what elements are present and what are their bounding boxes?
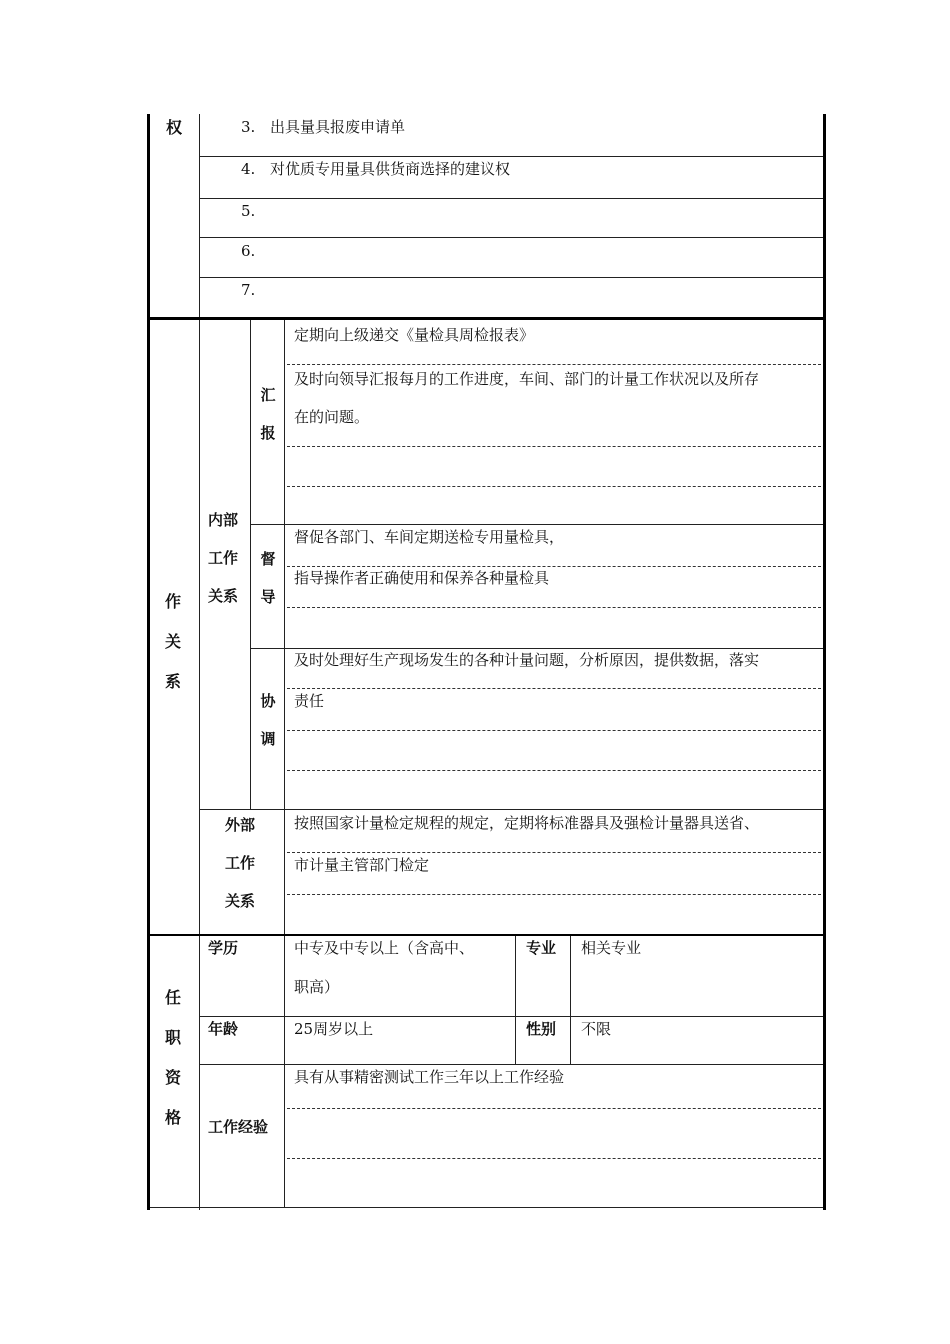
experience-value: 具有从事精密测试工作三年以上工作经验 [294,1068,565,1086]
row-divider [199,198,823,199]
item-number: 5. [241,202,256,220]
dashed-rule [287,894,821,895]
row-divider [199,1016,823,1017]
internal-relations-label-line: 内部 [208,511,239,529]
dashed-rule [287,730,821,731]
item-number: 4. [241,160,256,178]
external-line-1: 按照国家计量检定规程的规定，定期将标准器具及强检计量器具送省、 [294,814,760,832]
section-qualifications-char: 职 [164,1028,181,1047]
age-label: 年龄 [208,1020,239,1038]
row-divider [250,648,823,649]
dashed-rule [287,364,821,365]
section-quan-label: 权 [165,118,182,137]
section-separator [150,934,823,936]
huibao-char: 报 [260,424,276,442]
huibao-line-1: 定期向上级递交《量检具周检报表》 [294,326,535,344]
dashed-rule [287,446,821,447]
dashed-rule [287,852,821,853]
col-divider-5 [570,936,571,1064]
item-number: 6. [241,242,256,260]
xietiao-char: 调 [260,730,276,748]
dudao-char: 督 [260,550,276,568]
col-divider-1 [199,114,200,1210]
xietiao-label [258,682,278,758]
section-relations-char: 作 [164,592,181,611]
section-relations-char: 系 [164,672,181,691]
major-label: 专业 [526,939,557,957]
gender-value: 不限 [581,1020,612,1038]
xietiao-line-1: 及时处理好生产现场发生的各种计量问题，分析原因，提供数据，落实 [294,651,760,669]
education-value-line-2: 职高） [294,978,340,996]
dashed-rule [287,1158,821,1159]
age-value: 25周岁以上 [294,1020,374,1038]
external-relations-label-line: 工作 [225,854,256,872]
row-divider [199,156,823,157]
huibao-line-3: 在的问题。 [294,408,370,426]
dudao-line-2: 指导操作者正确使用和保养各种量检具 [294,569,550,587]
item-text: 出具量具报废申请单 [270,118,406,136]
education-label: 学历 [208,939,239,957]
huibao-char: 汇 [260,386,276,404]
row-divider [199,809,823,810]
item-number: 3. [241,118,256,136]
dashed-rule [287,607,821,608]
internal-relations-label-line: 关系 [208,587,239,605]
xietiao-char: 协 [260,692,276,710]
dashed-rule [287,566,821,567]
experience-label: 工作经验 [208,1118,269,1136]
col-divider-3b [284,936,285,1208]
row-divider [199,237,823,238]
dudao-char: 导 [260,588,276,606]
item-text: 对优质专用量具供货商选择的建议权 [270,160,511,178]
col-divider-4 [515,936,516,1064]
external-relations-label-line: 外部 [225,816,256,834]
dudao-label [258,540,278,616]
section-qualifications-label [163,978,183,1138]
external-relations-label-line: 关系 [225,892,256,910]
col-divider-2 [250,320,251,809]
dashed-rule [287,770,821,771]
row-divider [250,524,823,525]
huibao-label [258,376,278,452]
dashed-rule [287,1108,821,1109]
row-divider [199,1064,823,1065]
gender-label: 性别 [526,1020,557,1038]
section-relations-char: 关 [164,632,181,651]
section-relations-label [163,582,183,702]
item-number: 7. [241,281,256,299]
dashed-rule [287,688,821,689]
major-value: 相关专业 [581,939,642,957]
bottom-border [199,1207,823,1208]
dashed-rule [287,486,821,487]
internal-relations-label-line: 工作 [208,549,239,567]
huibao-line-2: 及时向领导汇报每月的工作进度，车间、部门的计量工作状况以及所存 [294,370,760,388]
dudao-line-1: 督促各部门、车间定期送检专用量检具， [294,528,565,546]
section-qualifications-char: 资 [164,1068,181,1087]
col-divider-3 [284,320,285,935]
section-qualifications-char: 格 [164,1108,181,1127]
left-border [147,114,150,1210]
education-value-line-1: 中专及中专以上（含高中、 [294,939,475,957]
row-divider [199,277,823,278]
right-border [823,114,826,1210]
xietiao-line-2: 责任 [294,692,325,710]
external-line-2: 市计量主管部门检定 [294,856,430,874]
section-qualifications-char: 任 [164,988,181,1007]
bottom-border [150,1207,200,1208]
